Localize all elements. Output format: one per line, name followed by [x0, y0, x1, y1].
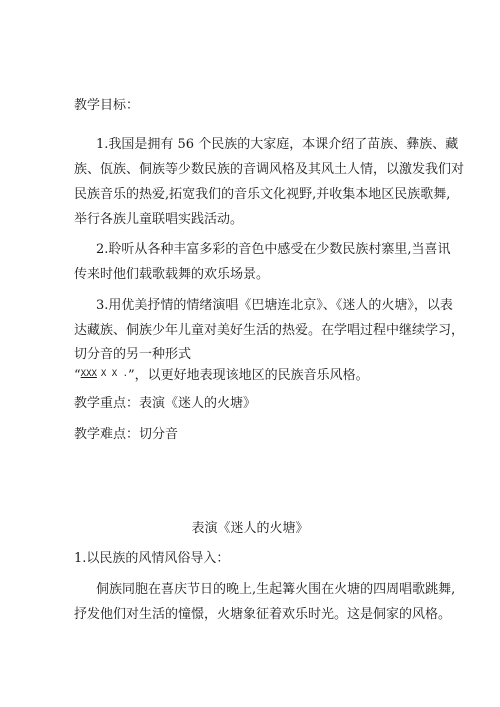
step-1-heading: 1.以民族的风情风俗导入： [74, 551, 230, 566]
objective-3-line-1: 3.用优美抒情的情绪演唱《巴塘连北京》、《迷人的火塘》，以表 [96, 298, 453, 313]
objective-2-line-1: 2.聆听从各种丰富多彩的音色中感受在少数民族村寨里,当喜讯 [96, 242, 451, 257]
objective-1-line-2: 族、佤族、侗族等少数民族的音调风格及其风土人情，以激发我们对 [74, 162, 465, 177]
difficulty: 教学难点：切分音 [74, 427, 179, 442]
objective-3-notation-line [74, 368, 434, 385]
step-1-line-1: 侗族同胞在喜庆节日的晚上,生起篝火围在火塘的四周唱歌跳舞, [96, 582, 456, 597]
objective-3-line-2: 达藏族、侗族少年儿童对美好生活的热爱。在学唱过程中继续学习， [74, 323, 465, 338]
objective-1-line-4: 举行各族儿童联唱实践活动。 [74, 212, 244, 227]
objective-1-line-3: 民族音乐的热爱,拓宽我们的音乐文化视野,并收集本地区民族歌舞, [74, 187, 451, 202]
syncopation-notation-a: XXX [80, 369, 97, 379]
objective-2-line-2: 传来时他们载歌载舞的欢乐场景。 [74, 267, 270, 282]
objective-1-line-1: 1.我国是拥有 56 个民族的大家庭，本课介绍了苗族、彝族、藏 [96, 137, 459, 152]
quote-open: “ [74, 368, 81, 383]
syncopation-notation-b: X X . [100, 369, 129, 379]
quote-rest: ”，以更好地表现该地区的民族音乐风格。 [128, 368, 369, 383]
objectives-heading: 教学目标： [74, 98, 140, 113]
section-title: 表演《迷人的火塘》 [191, 521, 309, 536]
objective-3-line-3: 切分音的另一种形式 [74, 347, 192, 362]
key-point: 教学重点：表演《迷人的火塘》 [74, 396, 257, 411]
step-1-line-2: 抒发他们对生活的憧憬，火塘象征着欢乐时光。这是侗家的风格。 [74, 607, 452, 622]
